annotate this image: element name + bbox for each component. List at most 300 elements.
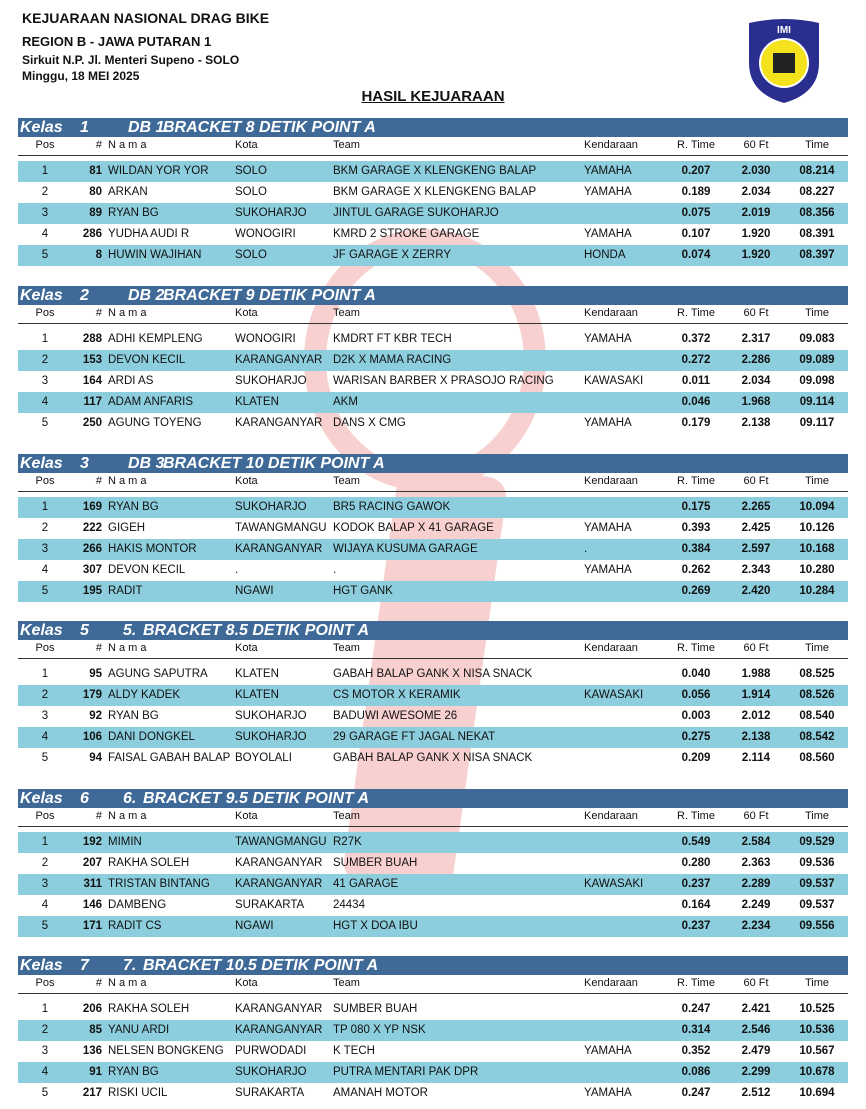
cell-kota: BOYOLALI (235, 752, 292, 764)
cell-ft: 1.988 (741, 668, 771, 680)
column-header-ft: 60 Ft (743, 810, 769, 822)
cell-kota: KARANGANYAR (235, 354, 323, 366)
cell-team: KODOK BALAP X 41 GARAGE (333, 522, 494, 534)
cell-tm: 09.083 (799, 333, 835, 345)
column-header-nama: N a m a (108, 642, 147, 654)
cell-team: 29 GARAGE FT JAGAL NEKAT (333, 731, 496, 743)
cell-kota: NGAWI (235, 585, 274, 597)
column-header-pos: Pos (35, 810, 55, 822)
cell-ft: 2.114 (741, 752, 771, 764)
table-row (18, 245, 848, 266)
table-row (18, 497, 848, 518)
table-row (18, 832, 848, 853)
cell-kota: TAWANGMANGU (235, 522, 327, 534)
column-header-kend: Kendaraan (584, 642, 638, 654)
cell-tm: 08.356 (799, 207, 835, 219)
cell-tm: 10.126 (799, 522, 835, 534)
cell-nama: YUDHA AUDI R (108, 228, 190, 240)
cell-rt: 0.549 (681, 836, 711, 848)
cell-nama: AGUNG SAPUTRA (108, 668, 208, 680)
cell-kota: KARANGANYAR (235, 1024, 323, 1036)
cell-rt: 0.314 (681, 1024, 711, 1036)
cell-ft: 2.138 (741, 417, 771, 429)
cell-kend: YAMAHA (584, 186, 632, 198)
table-row (18, 182, 848, 203)
cell-kota: KARANGANYAR (235, 543, 323, 555)
cell-nama: MIMIN (108, 836, 142, 848)
cell-kend: YAMAHA (584, 417, 632, 429)
kelas-header (18, 286, 848, 305)
cell-num: 89 (89, 207, 102, 219)
table-row (18, 1041, 848, 1062)
cell-team: SUMBER BUAH (333, 857, 418, 869)
cell-team: R27K (333, 836, 362, 848)
cell-kota: KARANGANYAR (235, 878, 323, 890)
column-header-nama: N a m a (108, 810, 147, 822)
cell-num: 136 (82, 1045, 102, 1057)
column-header-rt: R. Time (677, 977, 715, 989)
column-header-kota: Kota (235, 475, 258, 487)
cell-tm: 09.114 (799, 396, 835, 408)
cell-tm: 09.537 (799, 899, 835, 911)
cell-pos: 1 (41, 501, 49, 513)
table-row (18, 706, 848, 727)
cell-rt: 0.046 (681, 396, 711, 408)
cell-kota: NGAWI (235, 920, 274, 932)
column-header-pos: Pos (35, 139, 55, 151)
table-row (18, 560, 848, 581)
table-row (18, 1062, 848, 1083)
cell-team: 41 GARAGE (333, 878, 399, 890)
cell-nama: RYAN BG (108, 501, 159, 513)
cell-rt: 0.003 (681, 710, 711, 722)
cell-kota: SUKOHARJO (235, 731, 307, 743)
cell-rt: 0.189 (681, 186, 711, 198)
cell-ft: 2.299 (741, 1066, 771, 1078)
kelas-label: Kelas (20, 287, 63, 304)
cell-kota: PURWODADI (235, 1045, 307, 1057)
column-headers (18, 808, 848, 827)
cell-pos: 2 (41, 186, 49, 198)
cell-ft: 2.421 (741, 1003, 771, 1015)
kelas-name: BRACKET 8 DETIK POINT A (163, 119, 376, 136)
kelas-header (18, 956, 848, 975)
column-header-kota: Kota (235, 307, 258, 319)
column-header-rt: R. Time (677, 475, 715, 487)
cell-tm: 10.694 (799, 1087, 835, 1099)
cell-ft: 2.289 (741, 878, 771, 890)
cell-tm: 08.560 (799, 752, 835, 764)
cell-kota: SUKOHARJO (235, 1066, 307, 1078)
cell-nama: ALDY KADEK (108, 689, 181, 701)
cell-nama: GIGEH (108, 522, 146, 534)
cell-ft: 2.249 (741, 899, 771, 911)
cell-rt: 0.040 (681, 668, 711, 680)
column-header-team: Team (333, 475, 360, 487)
cell-rt: 0.352 (681, 1045, 711, 1057)
cell-team: JINTUL GARAGE SUKOHARJO (333, 207, 499, 219)
cell-tm: 08.214 (799, 165, 835, 177)
cell-tm: 09.089 (799, 354, 835, 366)
cell-kota: SOLO (235, 186, 267, 198)
cell-ft: 2.012 (741, 710, 771, 722)
cell-nama: RISKI UCIL (108, 1087, 168, 1099)
column-header-kend: Kendaraan (584, 139, 638, 151)
cell-num: 164 (82, 375, 102, 387)
cell-kota: . (235, 564, 239, 576)
column-header-nama: N a m a (108, 475, 147, 487)
cell-kend: HONDA (584, 249, 626, 261)
kelas-code: DB 3. (128, 455, 169, 472)
cell-tm: 08.397 (799, 249, 835, 261)
cell-kota: SUKOHARJO (235, 207, 307, 219)
cell-kota: WONOGIRI (235, 228, 296, 240)
kelas-label: Kelas (20, 622, 63, 639)
cell-kota: KLATEN (235, 668, 279, 680)
cell-pos: 2 (41, 354, 49, 366)
cell-rt: 0.074 (681, 249, 711, 261)
cell-nama: ARKAN (108, 186, 148, 198)
kelas-header (18, 118, 848, 137)
cell-num: 171 (82, 920, 102, 932)
cell-rt: 0.280 (681, 857, 711, 869)
cell-nama: DEVON KECIL (108, 354, 186, 366)
cell-pos: 4 (41, 396, 49, 408)
cell-rt: 0.086 (681, 1066, 711, 1078)
column-header-kota: Kota (235, 642, 258, 654)
cell-tm: 08.540 (799, 710, 835, 722)
cell-nama: ARDI AS (108, 375, 154, 387)
column-header-num: # (95, 642, 102, 654)
table-row (18, 727, 848, 748)
cell-ft: 2.317 (741, 333, 771, 345)
table-row (18, 999, 848, 1020)
cell-nama: TRISTAN BINTANG (108, 878, 210, 890)
cell-kota: SOLO (235, 165, 267, 177)
table-row (18, 329, 848, 350)
cell-rt: 0.164 (681, 899, 711, 911)
cell-tm: 09.537 (799, 878, 835, 890)
cell-kend: KAWASAKI (584, 375, 644, 387)
table-row (18, 853, 848, 874)
cell-nama: YANU ARDI (108, 1024, 170, 1036)
event-region: REGION B - JAWA PUTARAN 1 (22, 34, 212, 49)
kelas-name: BRACKET 10 DETIK POINT A (163, 455, 385, 472)
cell-rt: 0.179 (681, 417, 711, 429)
table-row (18, 203, 848, 224)
cell-team: KMRD 2 STROKE GARAGE (333, 228, 480, 240)
cell-num: 153 (82, 354, 102, 366)
cell-tm: 08.391 (799, 228, 835, 240)
cell-ft: 2.512 (741, 1087, 771, 1099)
column-header-num: # (95, 475, 102, 487)
kelas-name: BRACKET 10.5 DETIK POINT A (143, 957, 378, 974)
cell-pos: 1 (41, 333, 49, 345)
table-row (18, 518, 848, 539)
cell-team: DANS X CMG (333, 417, 406, 429)
kelas-section (18, 621, 848, 769)
cell-team: CS MOTOR X KERAMIK (333, 689, 461, 701)
column-header-ft: 60 Ft (743, 642, 769, 654)
column-headers (18, 473, 848, 492)
kelas-number: 5 (80, 622, 89, 639)
column-header-nama: N a m a (108, 977, 147, 989)
cell-num: 266 (82, 543, 102, 555)
column-header-ft: 60 Ft (743, 977, 769, 989)
kelas-header (18, 454, 848, 473)
column-header-ft: 60 Ft (743, 475, 769, 487)
column-header-tm: Time (804, 139, 830, 151)
column-header-team: Team (333, 307, 360, 319)
cell-team: AMANAH MOTOR (333, 1087, 428, 1099)
cell-rt: 0.372 (681, 333, 711, 345)
kelas-section (18, 286, 848, 434)
cell-nama: WILDAN YOR YOR (108, 165, 209, 177)
kelas-number: 7 (80, 957, 89, 974)
event-date: Minggu, 18 MEI 2025 (22, 69, 140, 83)
cell-ft: 2.546 (741, 1024, 771, 1036)
cell-team: HGT GANK (333, 585, 393, 597)
cell-kota: SOLO (235, 249, 267, 261)
cell-num: 286 (82, 228, 102, 240)
cell-tm: 09.556 (799, 920, 835, 932)
cell-ft: 2.234 (741, 920, 771, 932)
cell-kend: . (584, 543, 588, 555)
table-row (18, 224, 848, 245)
cell-tm: 10.280 (799, 564, 835, 576)
cell-rt: 0.237 (681, 920, 711, 932)
cell-num: 250 (82, 417, 102, 429)
cell-tm: 09.536 (799, 857, 835, 869)
cell-team: BKM GARAGE X KLENGKENG BALAP (333, 165, 537, 177)
cell-nama: NELSEN BONGKENG (108, 1045, 224, 1057)
kelas-label: Kelas (20, 957, 63, 974)
cell-team: 24434 (333, 899, 365, 911)
cell-kota: SURAKARTA (235, 1087, 305, 1099)
table-row (18, 685, 848, 706)
cell-pos: 1 (41, 668, 49, 680)
table-row (18, 161, 848, 182)
cell-kend: KAWASAKI (584, 878, 644, 890)
column-headers (18, 640, 848, 659)
column-header-team: Team (333, 977, 360, 989)
kelas-section (18, 789, 848, 937)
column-header-tm: Time (804, 475, 830, 487)
cell-tm: 10.536 (799, 1024, 835, 1036)
cell-nama: AGUNG TOYENG (108, 417, 202, 429)
cell-nama: RYAN BG (108, 207, 159, 219)
event-venue: Sirkuit N.P. Jl. Menteri Supeno - SOLO (22, 53, 240, 67)
cell-nama: HUWIN WAJIHAN (108, 249, 202, 261)
cell-num: 91 (89, 1066, 102, 1078)
table-row (18, 895, 848, 916)
cell-num: 117 (83, 396, 102, 408)
cell-team: BR5 RACING GAWOK (333, 501, 451, 513)
cell-rt: 0.209 (681, 752, 711, 764)
cell-kota: KARANGANYAR (235, 417, 323, 429)
cell-ft: 2.030 (741, 165, 771, 177)
cell-pos: 5 (41, 417, 49, 429)
cell-pos: 1 (41, 165, 49, 177)
cell-tm: 10.284 (799, 585, 835, 597)
cell-kota: KARANGANYAR (235, 857, 323, 869)
cell-ft: 2.019 (741, 207, 771, 219)
cell-rt: 0.175 (681, 501, 711, 513)
cell-num: 217 (82, 1087, 102, 1099)
column-header-tm: Time (804, 977, 830, 989)
cell-team: D2K X MAMA RACING (333, 354, 452, 366)
table-row (18, 392, 848, 413)
cell-pos: 2 (41, 689, 49, 701)
kelas-section (18, 118, 848, 266)
cell-rt: 0.269 (681, 585, 711, 597)
cell-pos: 3 (41, 710, 49, 722)
cell-rt: 0.393 (681, 522, 711, 534)
cell-rt: 0.075 (681, 207, 711, 219)
column-header-pos: Pos (35, 307, 55, 319)
column-header-rt: R. Time (677, 642, 715, 654)
column-header-kend: Kendaraan (584, 475, 638, 487)
column-header-kend: Kendaraan (584, 977, 638, 989)
cell-pos: 5 (41, 1087, 49, 1099)
cell-kend: YAMAHA (584, 522, 632, 534)
cell-kota: SUKOHARJO (235, 710, 307, 722)
column-headers (18, 305, 848, 324)
kelas-name: BRACKET 9 DETIK POINT A (163, 287, 376, 304)
cell-num: 81 (89, 165, 102, 177)
kelas-name: BRACKET 9.5 DETIK POINT A (143, 790, 370, 807)
cell-rt: 0.247 (681, 1003, 711, 1015)
table-row (18, 874, 848, 895)
cell-pos: 1 (41, 1003, 49, 1015)
cell-num: 192 (82, 836, 102, 848)
cell-team: PUTRA MENTARI PAK DPR (333, 1066, 479, 1078)
column-header-ft: 60 Ft (743, 139, 769, 151)
cell-num: 207 (82, 857, 102, 869)
cell-kota: KLATEN (235, 396, 279, 408)
column-header-num: # (95, 977, 102, 989)
cell-kota: WONOGIRI (235, 333, 296, 345)
cell-num: 311 (83, 878, 102, 890)
table-row (18, 539, 848, 560)
cell-nama: RYAN BG (108, 1066, 159, 1078)
column-header-team: Team (333, 642, 360, 654)
cell-ft: 2.425 (741, 522, 771, 534)
kelas-code: 5. (123, 622, 137, 639)
cell-pos: 2 (41, 522, 49, 534)
page-title: HASIL KEJUARAAN (361, 88, 505, 105)
cell-ft: 2.584 (741, 836, 771, 848)
cell-kend: YAMAHA (584, 228, 632, 240)
column-header-pos: Pos (35, 642, 55, 654)
column-header-rt: R. Time (677, 139, 715, 151)
cell-team: HGT X DOA IBU (333, 920, 418, 932)
cell-ft: 1.914 (741, 689, 771, 701)
cell-team: GABAH BALAP GANK X NISA SNACK (333, 752, 533, 764)
cell-pos: 3 (41, 878, 49, 890)
cell-team: . (333, 564, 337, 576)
cell-tm: 10.678 (799, 1066, 835, 1078)
cell-tm: 08.525 (799, 668, 835, 680)
column-header-pos: Pos (35, 977, 55, 989)
cell-pos: 3 (41, 1045, 49, 1057)
column-header-num: # (95, 139, 102, 151)
cell-ft: 1.920 (741, 228, 771, 240)
table-row (18, 916, 848, 937)
cell-rt: 0.247 (681, 1087, 711, 1099)
column-header-kend: Kendaraan (584, 810, 638, 822)
kelas-code: 6. (123, 790, 137, 807)
kelas-number: 6 (80, 790, 89, 807)
column-header-team: Team (333, 139, 360, 151)
cell-kend: YAMAHA (584, 1087, 632, 1099)
cell-num: 95 (89, 668, 102, 680)
cell-ft: 2.138 (741, 731, 771, 743)
column-headers (18, 137, 848, 156)
cell-team: SUMBER BUAH (333, 1003, 418, 1015)
cell-num: 8 (95, 249, 102, 261)
cell-kend: YAMAHA (584, 333, 632, 345)
cell-num: 92 (89, 710, 102, 722)
cell-ft: 2.286 (741, 354, 771, 366)
kelas-label: Kelas (20, 790, 63, 807)
cell-ft: 2.034 (741, 375, 771, 387)
cell-num: 179 (82, 689, 102, 701)
column-header-rt: R. Time (677, 307, 715, 319)
kelas-name: BRACKET 8.5 DETIK POINT A (143, 622, 370, 639)
cell-num: 80 (89, 186, 102, 198)
cell-pos: 5 (41, 752, 49, 764)
table-row (18, 1020, 848, 1041)
cell-pos: 5 (41, 585, 49, 597)
kelas-code: 7. (123, 957, 137, 974)
cell-num: 106 (82, 731, 102, 743)
cell-num: 307 (82, 564, 102, 576)
imi-logo-icon (745, 17, 823, 105)
cell-pos: 4 (41, 1066, 49, 1078)
cell-num: 146 (82, 899, 102, 911)
cell-pos: 4 (41, 564, 49, 576)
column-header-kend: Kendaraan (584, 307, 638, 319)
kelas-number: 3 (80, 455, 89, 472)
kelas-code: DB 2. (128, 287, 169, 304)
cell-num: 169 (82, 501, 102, 513)
column-header-kota: Kota (235, 977, 258, 989)
cell-rt: 0.207 (681, 165, 711, 177)
cell-team: JF GARAGE X ZERRY (333, 249, 452, 261)
cell-pos: 1 (41, 836, 49, 848)
cell-tm: 08.542 (799, 731, 835, 743)
cell-pos: 4 (41, 731, 49, 743)
cell-tm: 10.525 (799, 1003, 835, 1015)
cell-team: BKM GARAGE X KLENGKENG BALAP (333, 186, 537, 198)
cell-kota: KARANGANYAR (235, 1003, 323, 1015)
kelas-header (18, 789, 848, 808)
kelas-number: 1 (80, 119, 89, 136)
kelas-code: DB 1. (128, 119, 169, 136)
table-row (18, 413, 848, 434)
cell-rt: 0.275 (681, 731, 711, 743)
cell-ft: 2.034 (741, 186, 771, 198)
table-row (18, 581, 848, 602)
cell-pos: 3 (41, 375, 49, 387)
cell-ft: 1.968 (741, 396, 771, 408)
cell-pos: 2 (41, 857, 49, 869)
cell-pos: 4 (41, 899, 49, 911)
cell-pos: 3 (41, 543, 49, 555)
cell-team: WIJAYA KUSUMA GARAGE (333, 543, 478, 555)
column-header-rt: R. Time (677, 810, 715, 822)
